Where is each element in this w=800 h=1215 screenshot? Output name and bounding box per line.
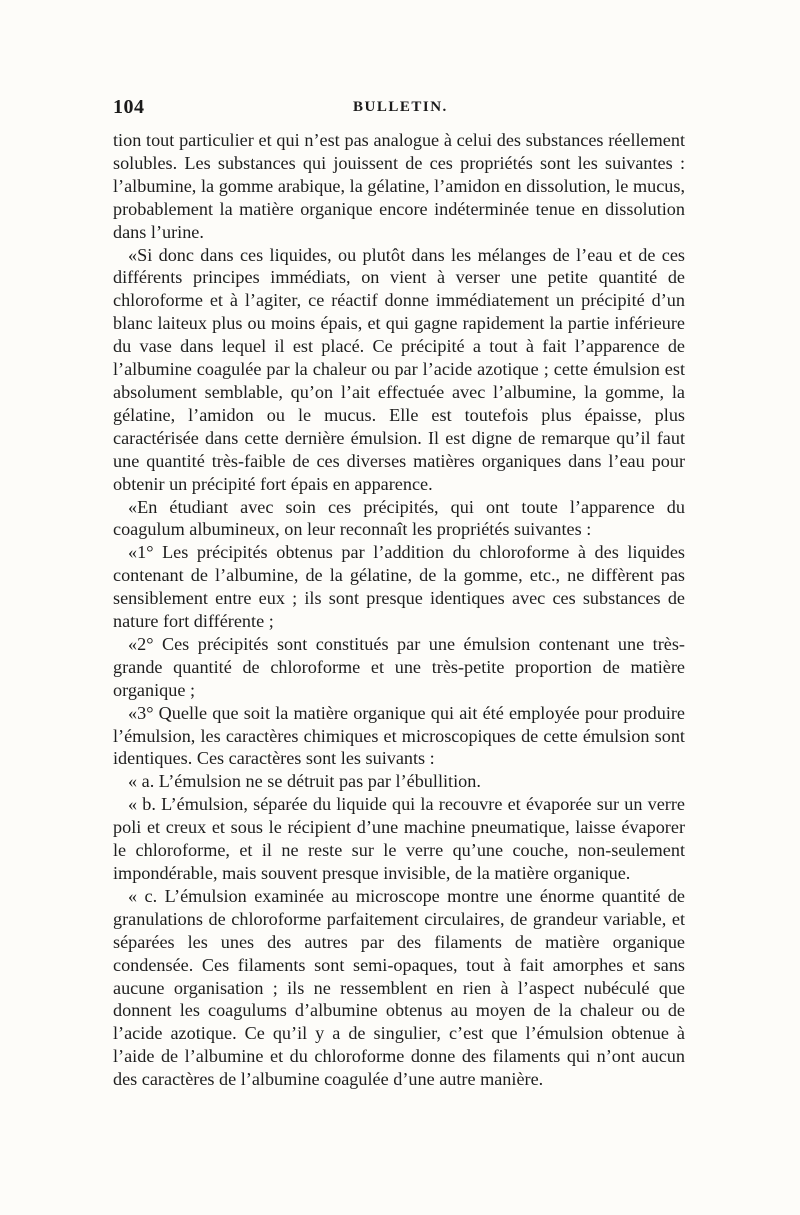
- body-text: [113, 129, 685, 1091]
- running-head: BULLETIN.: [353, 99, 448, 115]
- paragraph: « a. L’émulsion ne se détruit pas par l’ébullition.: [128, 771, 481, 792]
- paragraph: tion tout particulier et qui n’est pas analogue à celui des substances réellement solubles. Les substances qui jouissent de ces propriétés sont les suivantes : l’albumine, la gomme arabique, la gélatine, l’amidon en dissolution, le mucus, probablement la matière organique encore indéterminée tenue en dissolution dans l’urine.: [113, 130, 685, 242]
- paragraph: «2° Ces précipités sont constitués par une émulsion contenant une très-grande quantité de chloroforme et une très-petite proportion de matière organique ;: [113, 633, 685, 700]
- page-header: [113, 96, 685, 120]
- paragraph: «3° Quelle que soit la matière organique qui ait été employée pour produire l’émulsion, les caractères chimiques et microscopiques de cette émulsion sont identiques. Ces caractères sont les suivants :: [113, 702, 685, 769]
- paragraph: «En étudiant avec soin ces précipités, qui ont toute l’apparence du coagulum albumineux, on leur reconnaît les propriétés suivantes :: [113, 496, 685, 540]
- paragraph: « c. L’émulsion examinée au microscope montre une énorme quantité de granulations de chloroforme parfaitement circulaires, de grandeur variable, et séparées les unes des autres par des filaments de matière organique condensée. Ces filaments sont semi-opaques, tout à fait amorphes et sans aucune organisation ; ils ne ressemblent en rien à l’aspect nubéculé que donnent les coagulums d’albumine obtenus au moyen de la chaleur ou de l’acide azotique. Ce qu’il y a de singulier, c’est que l’émulsion obtenue à l’aide de l’albumine et du chloroforme donne des filaments qui n’ont aucun des caractères de l’albumine coagulée d’une autre manière.: [113, 885, 685, 1090]
- paragraph: «1° Les précipités obtenus par l’addition du chloroforme à des liquides contenant de l’albumine, de la gélatine, de la gomme, etc., ne diffèrent pas sensiblement entre eux ; ils sont presque identiques avec ces substances de nature fort différente ;: [113, 542, 685, 632]
- page-number: 104: [113, 96, 145, 118]
- paragraph: «Si donc dans ces liquides, ou plutôt dans les mélanges de l’eau et de ces différents principes immédiats, on vient à verser une petite quantité de chloroforme et à l’agiter, ce réactif donne immédiatement un précipité d’un blanc laiteux plus ou moins épais, et qui gagne rapidement la partie inférieure du vase dans lequel il est placé. Ce précipité a tout à fait l’apparence de l’albumine coagulée par la chaleur ou par l’acide azotique ; cette émulsion est absolument semblable, qu’on l’ait effectuée avec l’albumine, la gomme, la gélatine, l’amidon ou le mucus. Elle est toutefois plus épaisse, plus caractérisée dans cette dernière émulsion. Il est digne de remarque qu’il faut une quantité très-faible de ces diverses matières organiques dans l’eau pour obtenir un précipité fort épais en apparence.: [113, 244, 685, 494]
- paragraph: « b. L’émulsion, séparée du liquide qui la recouvre et évaporée sur un verre poli et creux et sous le récipient d’une machine pneumatique, laisse évaporer le chloroforme, et il ne reste sur le verre qu’une couche, non-seulement impondérable, mais souvent presque invisible, de la matière organique.: [113, 794, 685, 883]
